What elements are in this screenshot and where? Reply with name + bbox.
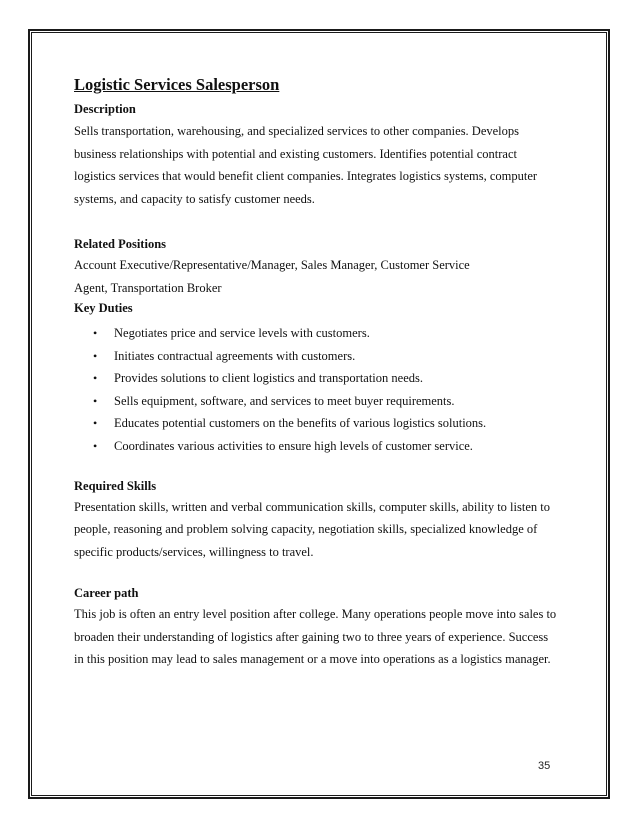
list-item: [74, 367, 574, 390]
description-line: logistics services that would benefit client companies. Integrates logistics systems, computer: [74, 169, 538, 183]
list-item: [74, 390, 574, 413]
bullet-icon: •: [93, 326, 98, 340]
related-positions-line: Account Executive/Representative/Manager, Sales Manager, Customer Service: [74, 258, 470, 272]
page-number: 35: [538, 760, 551, 772]
career-path-heading: Career path: [74, 586, 139, 601]
career-path-line: This job is often an entry level position after college. Many operations people move into sales to: [74, 607, 557, 622]
bullet-icon: •: [93, 348, 98, 363]
duty-text: Sells equipment, software, and services to meet buyer requirements.: [114, 393, 455, 408]
description-heading: Description: [74, 102, 136, 116]
related-positions-line: Agent, Transportation Broker: [74, 280, 222, 295]
related-positions-text: [74, 254, 574, 299]
description-line: Sells transportation, warehousing, and specialized services to other companies. Develops: [74, 124, 520, 138]
duty-text: Initiates contractual agreements with customers.: [114, 348, 356, 363]
required-skills-heading: Required Skills: [74, 478, 157, 493]
career-path-line: broaden their understanding of logistics after gaining two to three years of experience. Success: [74, 629, 549, 644]
bullet-icon: •: [93, 371, 98, 386]
description-line: systems, and capacity to satisfy customer needs.: [74, 191, 315, 206]
duty-text: Provides solutions to client logistics and transportation needs.: [114, 371, 423, 386]
career-path-text: [74, 603, 574, 671]
description-line: business relationships with potential and existing customers. Identifies potential contract: [74, 146, 517, 161]
duty-text: Educates potential customers on the benefits of various logistics solutions.: [114, 416, 487, 431]
bullet-icon: •: [93, 393, 98, 408]
career-path-line: in this position may lead to sales management or a move into operations as a logistics manager.: [74, 652, 551, 667]
required-skills-text: [74, 496, 574, 564]
page-title: Logistic Services Salesperson: [74, 75, 280, 94]
duty-text: Coordinates various activities to ensure high levels of customer service.: [114, 438, 473, 453]
required-skills-line: people, reasoning and problem solving capacity, negotiation skills, specialized knowledge of: [74, 522, 538, 537]
list-item: [74, 435, 574, 458]
key-duties-heading: Key Duties: [74, 301, 133, 315]
key-duties-list: [74, 322, 574, 458]
document-body: [74, 75, 574, 671]
description-text: [74, 120, 574, 210]
list-item: [74, 322, 574, 345]
bullet-icon: •: [93, 438, 98, 453]
list-item: [74, 412, 574, 435]
bullet-icon: •: [93, 416, 98, 431]
list-item: [74, 345, 574, 368]
duty-text: Negotiates price and service levels with customers.: [114, 326, 370, 340]
related-positions-heading: Related Positions: [74, 237, 167, 251]
required-skills-line: specific products/services, willingness to travel.: [74, 544, 314, 559]
required-skills-line: Presentation skills, written and verbal communication skills, computer skills, ability to listen to: [74, 499, 550, 514]
